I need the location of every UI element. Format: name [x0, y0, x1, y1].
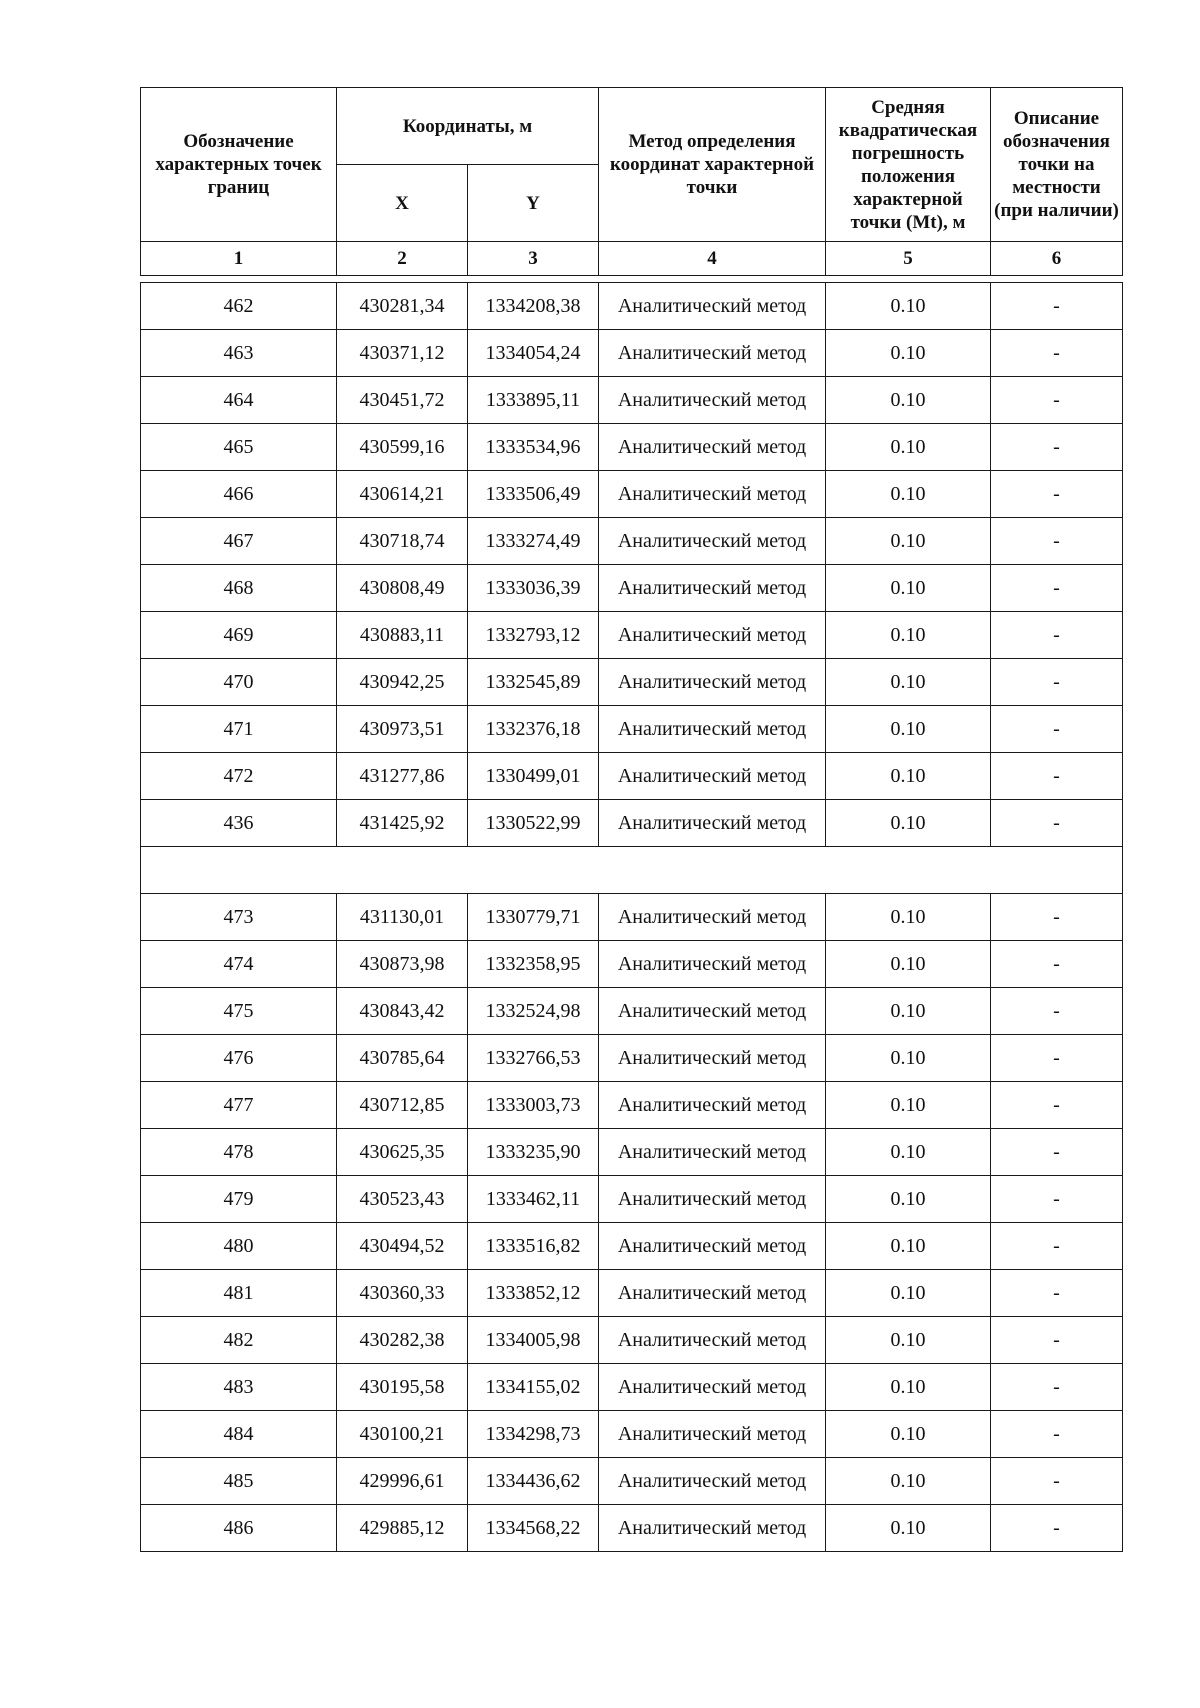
method: Аналитический метод [599, 706, 826, 753]
method: Аналитический метод [599, 1035, 826, 1082]
error-value: 0.10 [826, 1411, 991, 1458]
coord-y: 1334155,02 [468, 1364, 599, 1411]
table-row [141, 1129, 1123, 1176]
header-coordinates: Координаты, м [337, 88, 599, 165]
coord-x: 430712,85 [337, 1082, 468, 1129]
coord-y: 1332793,12 [468, 612, 599, 659]
description: - [991, 1317, 1123, 1364]
description: - [991, 565, 1123, 612]
point-id: 480 [141, 1223, 337, 1270]
point-id: 475 [141, 988, 337, 1035]
coord-x: 430843,42 [337, 988, 468, 1035]
coord-y: 1332358,95 [468, 941, 599, 988]
table-row [141, 1411, 1123, 1458]
point-id: 467 [141, 518, 337, 565]
description: - [991, 283, 1123, 330]
description: - [991, 377, 1123, 424]
error-value: 0.10 [826, 1129, 991, 1176]
error-value: 0.10 [826, 518, 991, 565]
table-row [141, 283, 1123, 330]
coord-y: 1333003,73 [468, 1082, 599, 1129]
description: - [991, 330, 1123, 377]
coord-y: 1334208,38 [468, 283, 599, 330]
error-value: 0.10 [826, 1270, 991, 1317]
error-value: 0.10 [826, 283, 991, 330]
error-value: 0.10 [826, 753, 991, 800]
method: Аналитический метод [599, 565, 826, 612]
table-row [141, 471, 1123, 518]
coord-y: 1334005,98 [468, 1317, 599, 1364]
table-body [141, 276, 1123, 1552]
column-number: 4 [599, 242, 826, 276]
error-value: 0.10 [826, 1364, 991, 1411]
method: Аналитический метод [599, 1129, 826, 1176]
column-number: 5 [826, 242, 991, 276]
point-id: 483 [141, 1364, 337, 1411]
coord-y: 1333462,11 [468, 1176, 599, 1223]
column-number: 6 [991, 242, 1123, 276]
coord-y: 1332766,53 [468, 1035, 599, 1082]
description: - [991, 1270, 1123, 1317]
error-value: 0.10 [826, 659, 991, 706]
coord-x: 430599,16 [337, 424, 468, 471]
method: Аналитический метод [599, 1411, 826, 1458]
coord-y: 1333036,39 [468, 565, 599, 612]
header-x: X [337, 165, 468, 242]
point-id: 477 [141, 1082, 337, 1129]
column-number: 2 [337, 242, 468, 276]
point-id: 476 [141, 1035, 337, 1082]
point-id: 479 [141, 1176, 337, 1223]
method: Аналитический метод [599, 1505, 826, 1552]
table-row [141, 518, 1123, 565]
error-value: 0.10 [826, 612, 991, 659]
method: Аналитический метод [599, 1458, 826, 1505]
coord-x: 430973,51 [337, 706, 468, 753]
method: Аналитический метод [599, 330, 826, 377]
coord-y: 1334436,62 [468, 1458, 599, 1505]
coord-y: 1330522,99 [468, 800, 599, 847]
header-method: Метод определения координат характерной точки [599, 88, 826, 242]
error-value: 0.10 [826, 1505, 991, 1552]
description: - [991, 1223, 1123, 1270]
description: - [991, 753, 1123, 800]
error-value: 0.10 [826, 941, 991, 988]
method: Аналитический метод [599, 659, 826, 706]
point-id: 474 [141, 941, 337, 988]
point-id: 466 [141, 471, 337, 518]
coord-x: 429996,61 [337, 1458, 468, 1505]
coord-y: 1333274,49 [468, 518, 599, 565]
coord-x: 431277,86 [337, 753, 468, 800]
table-row [141, 1458, 1123, 1505]
table-row [141, 894, 1123, 941]
coord-y: 1334298,73 [468, 1411, 599, 1458]
method: Аналитический метод [599, 1317, 826, 1364]
coord-x: 430523,43 [337, 1176, 468, 1223]
table-row [141, 1223, 1123, 1270]
coord-y: 1333506,49 [468, 471, 599, 518]
method: Аналитический метод [599, 753, 826, 800]
table-row [141, 1176, 1123, 1223]
error-value: 0.10 [826, 377, 991, 424]
coord-x: 430942,25 [337, 659, 468, 706]
description: - [991, 1129, 1123, 1176]
point-id: 473 [141, 894, 337, 941]
description: - [991, 1035, 1123, 1082]
description: - [991, 471, 1123, 518]
description: - [991, 706, 1123, 753]
table-row [141, 659, 1123, 706]
header-y: Y [468, 165, 599, 242]
coord-x: 430883,11 [337, 612, 468, 659]
method: Аналитический метод [599, 1082, 826, 1129]
column-number-row [141, 242, 1123, 276]
coord-y: 1333852,12 [468, 1270, 599, 1317]
coord-y: 1330779,71 [468, 894, 599, 941]
error-value: 0.10 [826, 1176, 991, 1223]
point-id: 463 [141, 330, 337, 377]
error-value: 0.10 [826, 1082, 991, 1129]
method: Аналитический метод [599, 800, 826, 847]
point-id: 484 [141, 1411, 337, 1458]
method: Аналитический метод [599, 1364, 826, 1411]
coord-x: 430785,64 [337, 1035, 468, 1082]
error-value: 0.10 [826, 1317, 991, 1364]
coord-x: 430718,74 [337, 518, 468, 565]
coord-x: 430873,98 [337, 941, 468, 988]
point-id: 470 [141, 659, 337, 706]
header-point: Обозначение характерных точек границ [141, 88, 337, 242]
table-row [141, 800, 1123, 847]
error-value: 0.10 [826, 424, 991, 471]
coord-y: 1333534,96 [468, 424, 599, 471]
table-row [141, 753, 1123, 800]
point-id: 482 [141, 1317, 337, 1364]
method: Аналитический метод [599, 1176, 826, 1223]
table-row [141, 1270, 1123, 1317]
error-value: 0.10 [826, 706, 991, 753]
method: Аналитический метод [599, 941, 826, 988]
description: - [991, 894, 1123, 941]
coord-y: 1332376,18 [468, 706, 599, 753]
header-error: Средняя квадратическая погрешность положения характерной точки (Mt), м [826, 88, 991, 242]
coord-y: 1332545,89 [468, 659, 599, 706]
coord-x: 430195,58 [337, 1364, 468, 1411]
coord-y: 1334054,24 [468, 330, 599, 377]
description: - [991, 1505, 1123, 1552]
point-id: 436 [141, 800, 337, 847]
coord-x: 430808,49 [337, 565, 468, 612]
description: - [991, 1364, 1123, 1411]
point-id: 478 [141, 1129, 337, 1176]
point-id: 464 [141, 377, 337, 424]
point-id: 481 [141, 1270, 337, 1317]
description: - [991, 518, 1123, 565]
error-value: 0.10 [826, 330, 991, 377]
error-value: 0.10 [826, 565, 991, 612]
description: - [991, 1458, 1123, 1505]
coord-x: 430451,72 [337, 377, 468, 424]
description: - [991, 659, 1123, 706]
coord-x: 430614,21 [337, 471, 468, 518]
table-row [141, 988, 1123, 1035]
error-value: 0.10 [826, 894, 991, 941]
method: Аналитический метод [599, 1223, 826, 1270]
table-row [141, 565, 1123, 612]
column-number: 3 [468, 242, 599, 276]
coord-x: 430360,33 [337, 1270, 468, 1317]
table-row [141, 1035, 1123, 1082]
table-row [141, 941, 1123, 988]
description: - [991, 988, 1123, 1035]
coord-y: 1330499,01 [468, 753, 599, 800]
method: Аналитический метод [599, 1270, 826, 1317]
description: - [991, 941, 1123, 988]
error-value: 0.10 [826, 988, 991, 1035]
method: Аналитический метод [599, 377, 826, 424]
point-id: 486 [141, 1505, 337, 1552]
point-id: 472 [141, 753, 337, 800]
point-id: 468 [141, 565, 337, 612]
description: - [991, 1411, 1123, 1458]
table-row [141, 1364, 1123, 1411]
point-id: 465 [141, 424, 337, 471]
coord-x: 429885,12 [337, 1505, 468, 1552]
table-row [141, 424, 1123, 471]
coord-y: 1333895,11 [468, 377, 599, 424]
method: Аналитический метод [599, 283, 826, 330]
header-spacer [141, 276, 1123, 283]
coord-x: 430282,38 [337, 1317, 468, 1364]
section-separator-row [141, 847, 1123, 894]
method: Аналитический метод [599, 471, 826, 518]
error-value: 0.10 [826, 800, 991, 847]
description: - [991, 424, 1123, 471]
error-value: 0.10 [826, 1035, 991, 1082]
point-id: 462 [141, 283, 337, 330]
description: - [991, 1176, 1123, 1223]
method: Аналитический метод [599, 894, 826, 941]
coord-y: 1332524,98 [468, 988, 599, 1035]
coord-x: 430281,34 [337, 283, 468, 330]
table-row [141, 706, 1123, 753]
method: Аналитический метод [599, 988, 826, 1035]
table-row [141, 330, 1123, 377]
point-id: 471 [141, 706, 337, 753]
table-row [141, 1082, 1123, 1129]
table-row [141, 1317, 1123, 1364]
header-description: Описание обозначения точки на местности (при наличии) [991, 88, 1123, 242]
coord-x: 431425,92 [337, 800, 468, 847]
coord-x: 430371,12 [337, 330, 468, 377]
method: Аналитический метод [599, 424, 826, 471]
table-row [141, 1505, 1123, 1552]
coord-y: 1333516,82 [468, 1223, 599, 1270]
point-id: 485 [141, 1458, 337, 1505]
description: - [991, 1082, 1123, 1129]
coord-x: 430100,21 [337, 1411, 468, 1458]
table-header [141, 88, 1123, 276]
error-value: 0.10 [826, 1458, 991, 1505]
method: Аналитический метод [599, 518, 826, 565]
coord-x: 430625,35 [337, 1129, 468, 1176]
table-row [141, 612, 1123, 659]
error-value: 0.10 [826, 471, 991, 518]
point-id: 469 [141, 612, 337, 659]
coord-y: 1334568,22 [468, 1505, 599, 1552]
error-value: 0.10 [826, 1223, 991, 1270]
description: - [991, 800, 1123, 847]
coord-x: 431130,01 [337, 894, 468, 941]
coord-y: 1333235,90 [468, 1129, 599, 1176]
boundary-points-table [140, 87, 1123, 1552]
method: Аналитический метод [599, 612, 826, 659]
coord-x: 430494,52 [337, 1223, 468, 1270]
table-row [141, 377, 1123, 424]
description: - [991, 612, 1123, 659]
column-number: 1 [141, 242, 337, 276]
